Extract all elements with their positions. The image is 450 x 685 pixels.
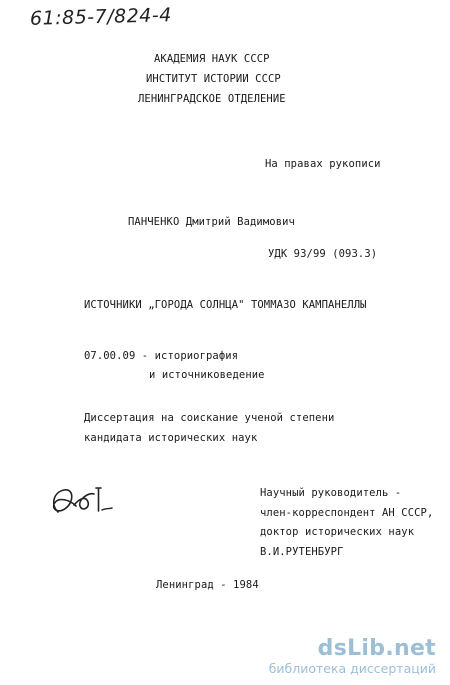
specialty-line-2: и источниковедение bbox=[149, 369, 265, 381]
institution-line-1: АКАДЕМИЯ НАУК СССР bbox=[154, 53, 270, 65]
institution-line-3: ЛЕНИНГРАДСКОЕ ОТДЕЛЕНИЕ bbox=[138, 93, 286, 105]
supervisor-line-1: Научный руководитель - bbox=[260, 487, 402, 499]
handwritten-signature bbox=[44, 478, 134, 523]
institution-line-2: ИНСТИТУТ ИСТОРИИ СССР bbox=[146, 73, 281, 85]
place-and-year: Ленинград - 1984 bbox=[156, 579, 259, 591]
degree-line-2: кандидата исторических наук bbox=[84, 432, 258, 444]
specialty-line-1: 07.00.09 - историография bbox=[84, 350, 239, 362]
dslib-watermark bbox=[269, 637, 436, 676]
degree-line-1: Диссертация на соискание ученой степени bbox=[84, 412, 335, 424]
supervisor-line-3: доктор исторических наук bbox=[260, 526, 415, 538]
manuscript-rights: На правах рукописи bbox=[265, 158, 381, 170]
handwritten-catalog-code: 61:85-7/824-4 bbox=[29, 4, 173, 30]
supervisor-line-4: В.И.РУТЕНБУРГ bbox=[260, 546, 344, 558]
supervisor-line-2: член-корреспондент АН СССР, bbox=[260, 507, 434, 519]
dissertation-title: ИСТОЧНИКИ „ГОРОДА СОЛНЦА" ТОММАЗО КАМПАНЕЛЛЫ bbox=[84, 299, 367, 311]
author-name: ПАНЧЕНКО Дмитрий Вадимович bbox=[128, 216, 295, 228]
dslib-subtitle: библиотека диссертаций bbox=[268, 661, 436, 676]
udc-code: УДК 93/99 (093.3) bbox=[268, 248, 378, 260]
dslib-logo: dsLib.net bbox=[317, 636, 436, 661]
